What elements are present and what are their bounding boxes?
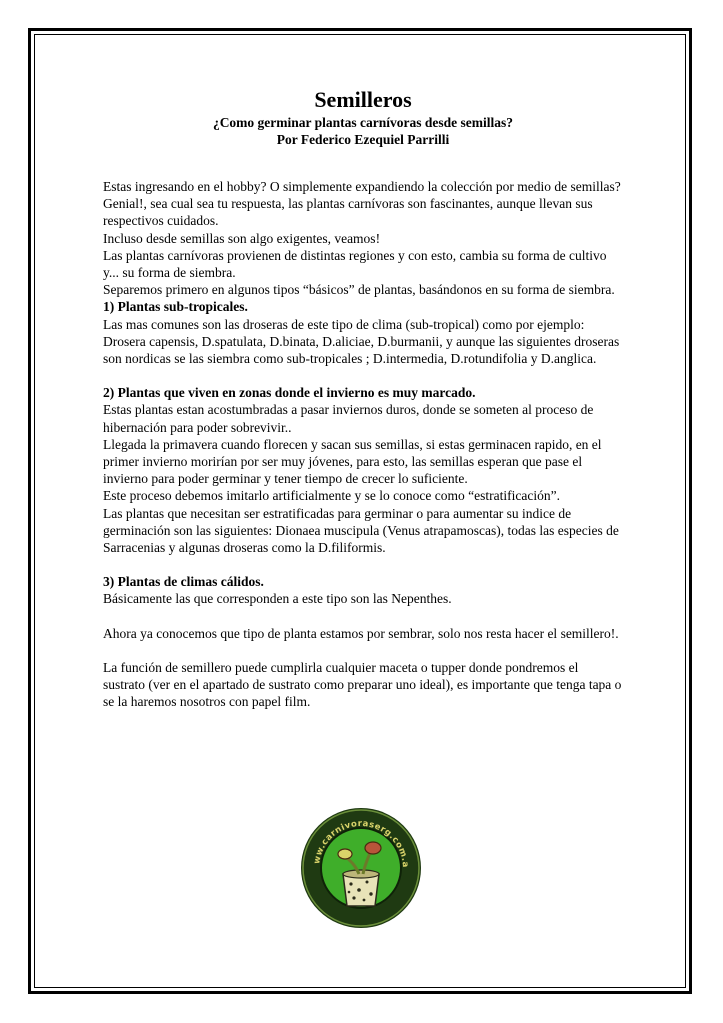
logo-plant-trap <box>365 842 381 854</box>
paragraph: Estas ingresando en el hobby? O simplemente expandiendo la colección por medio de semillas? <box>103 179 621 194</box>
spacer <box>103 367 623 384</box>
paragraph: Ahora ya conocemos que tipo de planta estamos por sembrar, solo nos resta hacer el semillero!. <box>103 625 619 641</box>
logo-emblem-icon <box>299 806 423 930</box>
paragraph: Las plantas que necesitan ser estratificadas para germinar o para aumentar su indice de germinación son las siguientes: Dionaea muscipula (Venus atrapamoscas), todas las especies de Sarracenias y algunas droseras como la D.filiformis. <box>103 505 619 556</box>
logo-text: ww.carnivoraserg.com.a <box>312 818 411 869</box>
logo-pot <box>343 874 379 906</box>
paragraph: Este proceso debemos imitarlo artificialmente y se lo conoce como “estratificación”. <box>103 488 560 504</box>
paragraph: La función de semillero puede cumplirla cualquier maceta o tupper donde pondremos el sustrato (ver en el apartado de sustrato como preparar uno ideal), es importante que tenga tapa o se la haremos nosotros con papel film. <box>103 659 622 710</box>
paragraph: Básicamente las que corresponden a este tipo son las Nepenthes. <box>103 591 452 607</box>
paragraph: Las plantas carnívoras provienen de distintas regiones y con esto, cambia su forma de cultivo y... su forma de siembra. <box>103 247 607 281</box>
logo-pot-rim <box>343 870 379 878</box>
site-logo <box>299 806 423 930</box>
spacer <box>103 556 623 573</box>
paragraph: Incluso desde semillas son algo exigentes, veamos! <box>103 230 381 246</box>
section-heading-1: 1) Plantas sub-tropicales. <box>103 299 248 315</box>
page-title: Semilleros <box>314 87 412 112</box>
paragraph: Drosera capensis, D.spatulata, D.binata, D.aliciae, D.burmanii, y aunque las siguientes droseras son nordicas se las siembra como sub-tropicales ; D.intermedia, D.rotundifolia y D.anglica. <box>103 333 620 367</box>
paragraph: Genial!, sea cual sea tu respuesta, las plantas carnívoras son fascinantes, aunque llevan sus respectivos cuidados. <box>103 196 593 229</box>
paragraph: Las mas comunes son las droseras de este tipo de clima (sub-tropical) como por ejemplo: <box>103 316 585 332</box>
spacer <box>103 642 623 659</box>
section-heading-2: 2) Plantas que viven en zonas donde el invierno es muy marcado. <box>103 385 476 401</box>
author-line: Por Federico Ezequiel Parrilli <box>276 132 450 147</box>
paragraph: Separemos primero en algunos tipos “básicos” de plantas, basándonos en su forma de siembra. <box>103 282 615 298</box>
logo-plant-leaf <box>338 849 352 859</box>
paragraph: Estas plantas estan acostumbradas a pasar inviernos duros, donde se someten al proceso de hibernación para poder sobrevivir.. <box>103 402 594 435</box>
page-subtitle: ¿Como germinar plantas carnívoras desde semillas? <box>212 115 514 130</box>
article-body <box>103 178 623 710</box>
section-heading-3: 3) Plantas de climas cálidos. <box>103 574 264 590</box>
document-content <box>103 86 623 710</box>
spacer <box>103 608 623 625</box>
paragraph: Llegada la primavera cuando florecen y sacan sus semillas, si estas germinacen rapido, en el primer invierno morirían por ser muy jóvenes, para esto, las semillas esperan que pase el invierno para poder germinar y tener tiempo de crecer lo suficiente. <box>103 436 602 487</box>
